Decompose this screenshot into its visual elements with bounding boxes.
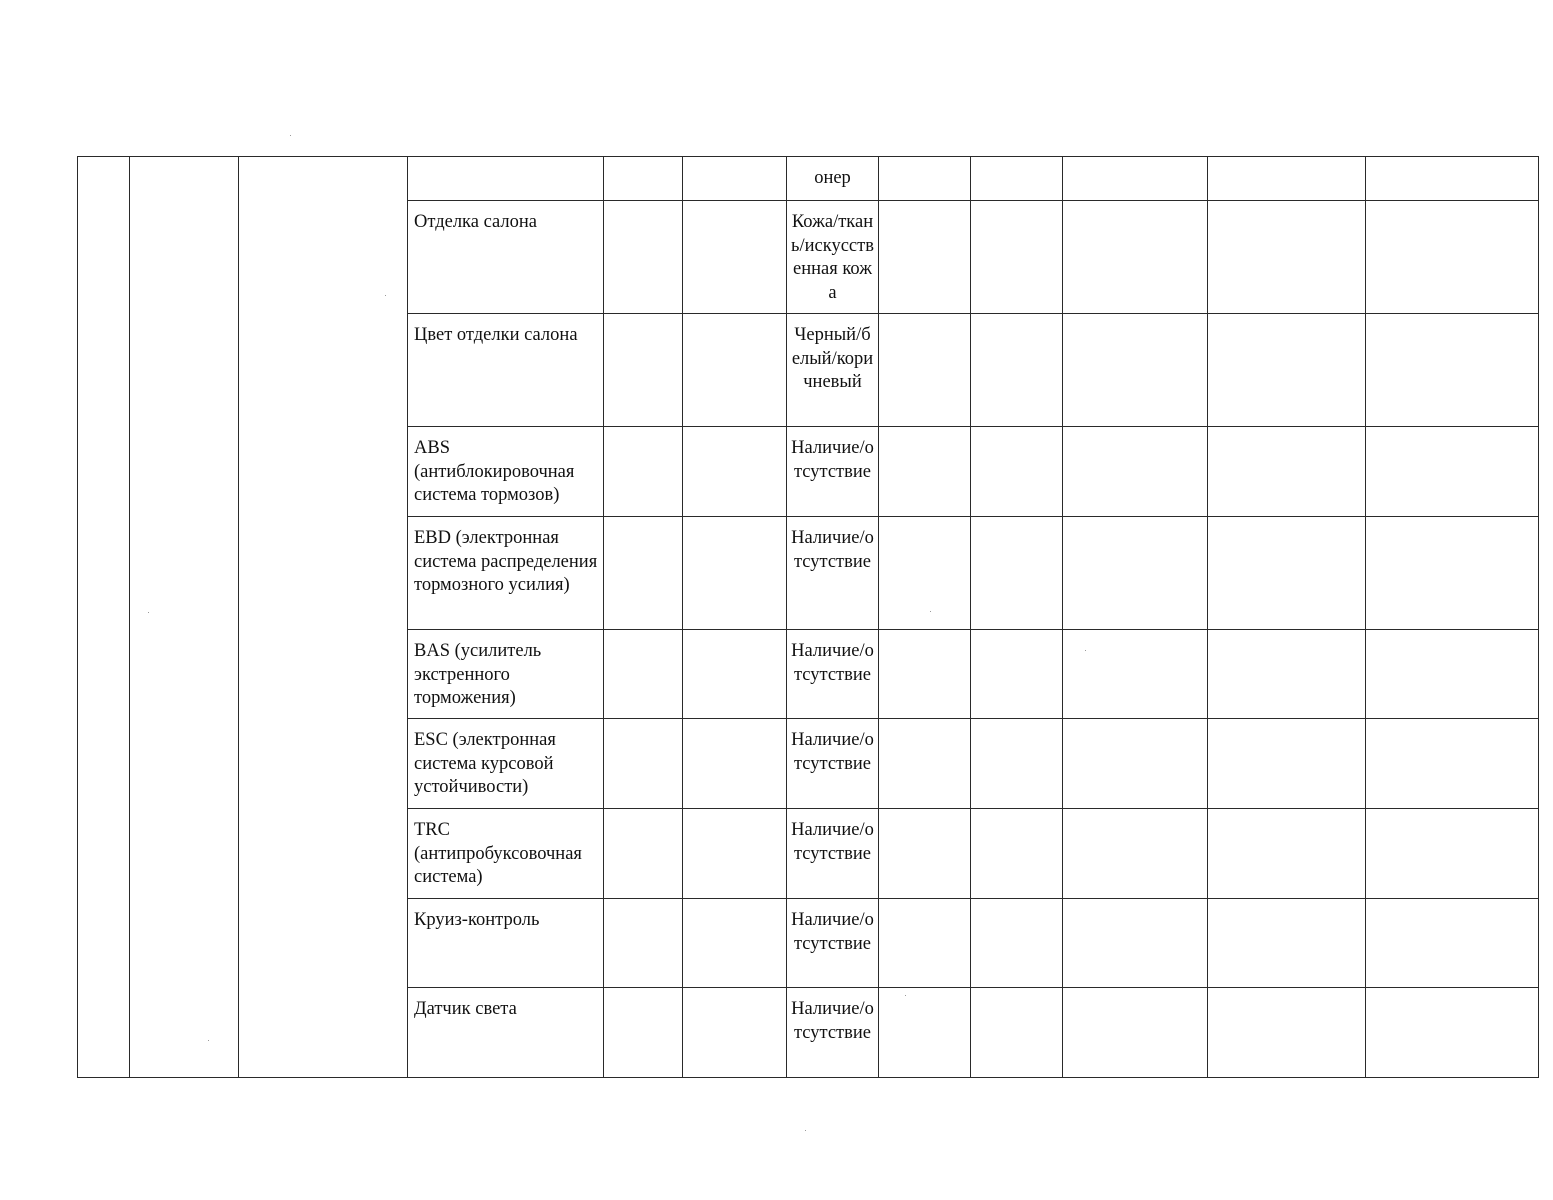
empty-cell [604, 517, 683, 630]
empty-cell [604, 314, 683, 427]
empty-cell [683, 157, 787, 201]
empty-cell [1063, 314, 1208, 427]
parameter-cell: TRC (антипробуксовочная система) [408, 809, 604, 899]
empty-cell [1208, 899, 1366, 988]
merged-cell-number [78, 157, 130, 1078]
empty-cell [604, 201, 683, 314]
empty-cell [879, 157, 971, 201]
empty-cell [1063, 630, 1208, 719]
empty-cell [683, 809, 787, 899]
empty-cell [1063, 201, 1208, 314]
parameter-cell: EBD (электронная система распределения тормозного усилия) [408, 517, 604, 630]
empty-cell [604, 899, 683, 988]
empty-cell [971, 899, 1063, 988]
empty-cell [971, 809, 1063, 899]
empty-cell [879, 314, 971, 427]
empty-cell [683, 517, 787, 630]
empty-cell [879, 719, 971, 809]
scan-speck [290, 135, 291, 136]
empty-cell [1366, 157, 1539, 201]
value-cell: онер [787, 157, 879, 201]
empty-cell [1366, 719, 1539, 809]
empty-cell [1208, 201, 1366, 314]
empty-cell [1208, 517, 1366, 630]
empty-cell [971, 988, 1063, 1078]
empty-cell [1063, 427, 1208, 517]
spec-table [77, 156, 1539, 1078]
empty-cell [1366, 809, 1539, 899]
empty-cell [1063, 899, 1208, 988]
empty-cell [1063, 719, 1208, 809]
empty-cell [1366, 630, 1539, 719]
empty-cell [1063, 517, 1208, 630]
empty-cell [879, 201, 971, 314]
empty-cell [971, 201, 1063, 314]
value-cell: Наличие/отсутствие [787, 719, 879, 809]
empty-cell [1208, 988, 1366, 1078]
parameter-cell: Отделка салона [408, 201, 604, 314]
empty-cell [1366, 988, 1539, 1078]
parameter-cell: Датчик света [408, 988, 604, 1078]
empty-cell [879, 809, 971, 899]
empty-cell [879, 517, 971, 630]
value-cell: Наличие/отсутствие [787, 517, 879, 630]
empty-cell [879, 630, 971, 719]
value-cell: Черный/белый/коричневый [787, 314, 879, 427]
empty-cell [604, 427, 683, 517]
empty-cell [1208, 630, 1366, 719]
empty-cell [1063, 988, 1208, 1078]
merged-cell-name [239, 157, 408, 1078]
table-row [78, 157, 1539, 201]
empty-cell [1366, 899, 1539, 988]
empty-cell [683, 427, 787, 517]
empty-cell [1063, 809, 1208, 899]
empty-cell [604, 988, 683, 1078]
empty-cell [879, 988, 971, 1078]
empty-cell [1208, 157, 1366, 201]
value-cell: Наличие/отсутствие [787, 899, 879, 988]
value-cell: Наличие/отсутствие [787, 630, 879, 719]
empty-cell [683, 899, 787, 988]
empty-cell [1208, 719, 1366, 809]
empty-cell [971, 157, 1063, 201]
empty-cell [604, 809, 683, 899]
value-cell: Наличие/отсутствие [787, 988, 879, 1078]
empty-cell [971, 630, 1063, 719]
empty-cell [683, 314, 787, 427]
empty-cell [683, 988, 787, 1078]
empty-cell [1366, 517, 1539, 630]
empty-cell [971, 427, 1063, 517]
empty-cell [879, 899, 971, 988]
empty-cell [1208, 809, 1366, 899]
empty-cell [1366, 201, 1539, 314]
empty-cell [683, 630, 787, 719]
parameter-cell: ABS (антиблокировочная система тормозов) [408, 427, 604, 517]
value-cell: Наличие/отсутствие [787, 427, 879, 517]
empty-cell [1366, 314, 1539, 427]
empty-cell [1208, 427, 1366, 517]
empty-cell [971, 517, 1063, 630]
empty-cell [604, 157, 683, 201]
empty-cell [604, 630, 683, 719]
parameter-cell: Цвет отделки салона [408, 314, 604, 427]
empty-cell [1208, 314, 1366, 427]
empty-cell [683, 719, 787, 809]
empty-cell [1366, 427, 1539, 517]
parameter-cell: BAS (усилитель экстренного торможения) [408, 630, 604, 719]
merged-cell-category [130, 157, 239, 1078]
value-cell: Кожа/ткань/искусственная кожа [787, 201, 879, 314]
value-cell: Наличие/отсутствие [787, 809, 879, 899]
empty-cell [971, 719, 1063, 809]
parameter-cell: ESC (электронная система курсовой устойчивости) [408, 719, 604, 809]
empty-cell [879, 427, 971, 517]
empty-cell [1063, 157, 1208, 201]
empty-cell [971, 314, 1063, 427]
parameter-cell [408, 157, 604, 201]
empty-cell [604, 719, 683, 809]
parameter-cell: Круиз-контроль [408, 899, 604, 988]
empty-cell [683, 201, 787, 314]
scan-speck [805, 1130, 806, 1131]
